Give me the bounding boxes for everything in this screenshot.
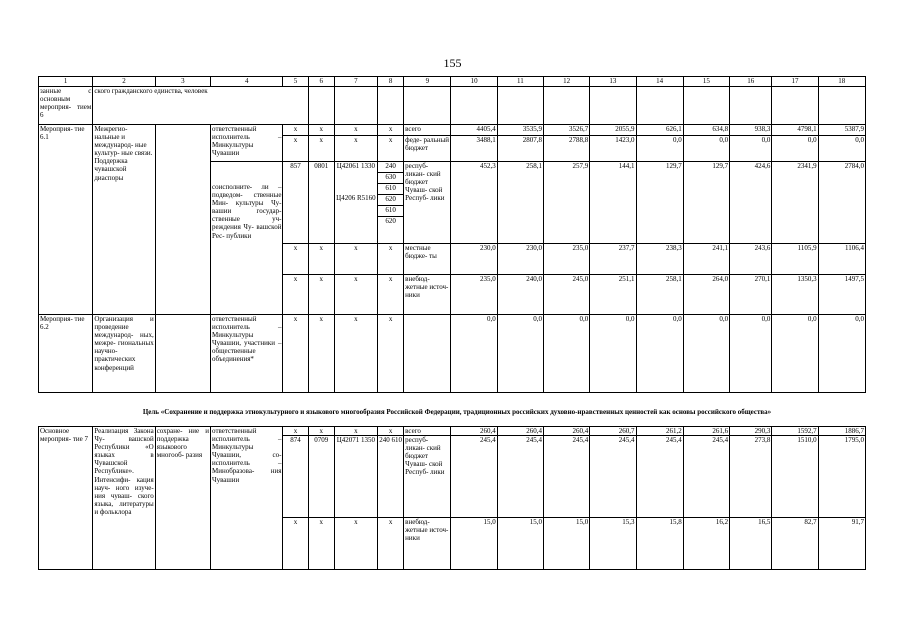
cell-value: 241,1 bbox=[683, 244, 729, 275]
cell-value: 0,0 bbox=[543, 315, 589, 393]
cell-continuation: занные с основным мероприя- тием 6 bbox=[39, 87, 93, 125]
cell-value: 16,2 bbox=[683, 518, 729, 570]
page-number: 155 bbox=[443, 56, 462, 70]
cell-value: 245,4 bbox=[683, 436, 729, 518]
funding-source: местные бюдже- ты bbox=[404, 244, 451, 275]
cell-value: 15,0 bbox=[497, 518, 543, 570]
cell-code: x bbox=[283, 315, 308, 393]
cell-value: 424,6 bbox=[730, 162, 772, 244]
co-executors: соисполните- ли – подведом- ственные Мин- культуры Чу- вашии государ- ственные уч- реждения Чу- вашской Рес- публики bbox=[211, 162, 283, 315]
cell-value: 0,0 bbox=[451, 315, 497, 393]
cell-value: 1105,9 bbox=[772, 244, 818, 275]
cell-value: 245,0 bbox=[543, 275, 589, 315]
cell-code: 620 bbox=[378, 195, 403, 206]
cell-code: x bbox=[283, 244, 308, 275]
column-number: 5 bbox=[283, 77, 308, 87]
cell-value: 3526,7 bbox=[543, 125, 589, 136]
cell-value: 245,4 bbox=[636, 436, 683, 518]
cell-value: 129,7 bbox=[636, 162, 683, 244]
funding-source: внебюд- жетные источ- ники bbox=[404, 275, 451, 315]
cell-value: 0,0 bbox=[772, 315, 818, 393]
cell-value: 260,7 bbox=[590, 427, 636, 436]
funding-source: внебюд- жетные источ- ники bbox=[404, 518, 451, 570]
cell-code: x bbox=[334, 136, 377, 162]
column-number: 12 bbox=[543, 77, 589, 87]
column-number: 1 bbox=[39, 77, 93, 87]
cell-code: x bbox=[283, 136, 308, 162]
cell-code: x bbox=[378, 518, 404, 570]
cell-value: 15,0 bbox=[543, 518, 589, 570]
cell-code: 630 bbox=[378, 173, 403, 184]
cell-code: x bbox=[283, 427, 308, 436]
cell-value: 0,0 bbox=[818, 315, 865, 393]
cell-code: x bbox=[283, 125, 308, 136]
cell-value: 0,0 bbox=[730, 136, 772, 162]
table-row bbox=[39, 87, 866, 125]
cell-value: 15,8 bbox=[636, 518, 683, 570]
cell-value: 15,0 bbox=[451, 518, 497, 570]
cell-code: x bbox=[378, 125, 404, 136]
column-number: 18 bbox=[818, 77, 865, 87]
cell-value: 290,3 bbox=[730, 427, 772, 436]
goal-heading: Цель «Сохранение и поддержка этнокультурного и языкового многообразия Российской Федерации, традиционных российских духовно-нравственных ценностей как основы российского общества» bbox=[142, 408, 772, 416]
cell-value: 270,1 bbox=[730, 275, 772, 315]
cell-value: 261,6 bbox=[683, 427, 729, 436]
cell-value: 260,4 bbox=[497, 427, 543, 436]
cell-value: 0,0 bbox=[636, 136, 683, 162]
cell-value: 230,0 bbox=[497, 244, 543, 275]
funding-source: всего bbox=[404, 427, 451, 436]
cell-code: 610 bbox=[378, 184, 403, 195]
program-table bbox=[38, 76, 866, 393]
cell-value: 3535,9 bbox=[497, 125, 543, 136]
measure-title: Мероприя- тие 6.2 bbox=[39, 315, 93, 393]
cell-code: x bbox=[378, 136, 404, 162]
cell-code: x bbox=[308, 315, 334, 393]
responsible-executor: ответственный исполнитель – Минкультуры Чувашии, со- исполнитель – Минобразова- ния Чувашии bbox=[211, 427, 283, 570]
cell-value: 626,1 bbox=[636, 125, 683, 136]
column-number: 9 bbox=[404, 77, 451, 87]
table-row bbox=[39, 315, 866, 393]
cell-value: 938,3 bbox=[730, 125, 772, 136]
responsible-executor: ответственный исполнитель – Минкультуры Чувашии bbox=[211, 125, 283, 162]
column-number: 14 bbox=[636, 77, 683, 87]
cell-value: 0,0 bbox=[730, 315, 772, 393]
responsible-executor: ответственный исполнитель – Минкультуры Чувашии, участники – общественные объединения* bbox=[211, 315, 283, 393]
cell-code: 0801 bbox=[308, 162, 334, 244]
cell-value: 452,3 bbox=[451, 162, 497, 244]
column-number: 2 bbox=[93, 77, 155, 87]
cell-code: x bbox=[378, 244, 404, 275]
cell-code: x bbox=[308, 136, 334, 162]
funding-source: всего bbox=[404, 125, 451, 136]
cell-value: 260,4 bbox=[543, 427, 589, 436]
cell-value: 245,4 bbox=[543, 436, 589, 518]
cell-value: 235,0 bbox=[543, 244, 589, 275]
cell-value: 240,0 bbox=[497, 275, 543, 315]
cell-value: 258,1 bbox=[636, 275, 683, 315]
column-number: 15 bbox=[683, 77, 729, 87]
cell-code: x bbox=[334, 275, 377, 315]
table-row bbox=[39, 125, 866, 136]
cell-code: x bbox=[378, 427, 404, 436]
cell-value: 1423,0 bbox=[590, 136, 636, 162]
program-table-continued bbox=[38, 426, 866, 570]
cell-code: x bbox=[334, 125, 377, 136]
cell-code: 620 bbox=[385, 217, 396, 225]
cell-code: Ц42061 1330 bbox=[336, 162, 376, 170]
cell-code: 240 bbox=[378, 162, 403, 173]
cell-code: x bbox=[308, 275, 334, 315]
cell-code: 610 bbox=[378, 206, 403, 217]
funding-source: респуб- ликан- ский бюджет Чуваш- ской Респуб- лики bbox=[404, 436, 451, 518]
cell-code: x bbox=[378, 275, 404, 315]
column-numbers-row bbox=[39, 77, 866, 87]
cell-code: x bbox=[334, 315, 377, 393]
cell-value: 257,9 bbox=[543, 162, 589, 244]
measure-name: Реализация Закона Чу- вашской Республики «О языках в Чувашской Республике». Интенсифи- кация науч- ного изуче- ния чуваш- ского языка, литературы и фольклора bbox=[93, 427, 155, 570]
measure-name: Межрегио- нальные и международ- ные культур- ные связи. Поддержка чувашской диаспоры bbox=[93, 125, 155, 315]
cell-value: 235,0 bbox=[451, 275, 497, 315]
cell-value: 91,7 bbox=[818, 518, 865, 570]
funding-source bbox=[404, 315, 451, 393]
cell-value: 261,2 bbox=[636, 427, 683, 436]
cell-value: 1350,3 bbox=[772, 275, 818, 315]
cell-code: Ц42071 1350 bbox=[334, 436, 377, 518]
cell-value: 258,1 bbox=[497, 162, 543, 244]
measure-title: Мероприя- тие 6.1 bbox=[39, 125, 93, 315]
column-number: 6 bbox=[308, 77, 334, 87]
funding-source: респуб- ликан- ский бюджет Чуваш- ской Респуб- лики bbox=[404, 162, 451, 244]
cell-value: 82,7 bbox=[772, 518, 818, 570]
cell-value: 129,7 bbox=[683, 162, 729, 244]
column-number: 7 bbox=[334, 77, 377, 87]
measure-title: Основное мероприя- тие 7 bbox=[39, 427, 93, 570]
cell-value: 2055,9 bbox=[590, 125, 636, 136]
cell-value: 1886,7 bbox=[818, 427, 865, 436]
cell-code: 0709 bbox=[308, 436, 334, 518]
cell-value: 1795,0 bbox=[818, 436, 865, 518]
cell-value: 2784,0 bbox=[818, 162, 865, 244]
column-number: 3 bbox=[155, 77, 210, 87]
cell-value: 238,3 bbox=[636, 244, 683, 275]
measure-goal: сохране- ние и поддержка языкового многооб- разия bbox=[155, 427, 210, 570]
cell-value: 2341,9 bbox=[772, 162, 818, 244]
cell-value: 0,0 bbox=[497, 315, 543, 393]
cell-value: 273,8 bbox=[730, 436, 772, 518]
cell-code: x bbox=[308, 244, 334, 275]
cell-value: 15,3 bbox=[590, 518, 636, 570]
cell-value: 1592,7 bbox=[772, 427, 818, 436]
cell-value: 0,0 bbox=[636, 315, 683, 393]
cell-value: 634,8 bbox=[683, 125, 729, 136]
cell-code: x bbox=[308, 427, 334, 436]
cell-code: x bbox=[334, 427, 377, 436]
column-number: 11 bbox=[497, 77, 543, 87]
cell-value: 1106,4 bbox=[818, 244, 865, 275]
cell-value: 0,0 bbox=[683, 315, 729, 393]
cell-code: 857 bbox=[283, 162, 308, 244]
cell-value: 245,4 bbox=[497, 436, 543, 518]
cell-code: x bbox=[283, 518, 308, 570]
cell-value: 264,0 bbox=[683, 275, 729, 315]
cell-value: 3488,1 bbox=[451, 136, 497, 162]
cell-value: 0,0 bbox=[772, 136, 818, 162]
cell-value: 2788,8 bbox=[543, 136, 589, 162]
cell-value: 260,4 bbox=[451, 427, 497, 436]
cell-code: Ц4206 R5160 bbox=[336, 194, 376, 203]
cell-code: x bbox=[283, 275, 308, 315]
cell-value: 0,0 bbox=[818, 136, 865, 162]
cell-value: 5387,9 bbox=[818, 125, 865, 136]
cell-value: 230,0 bbox=[451, 244, 497, 275]
column-number: 10 bbox=[451, 77, 497, 87]
column-number: 16 bbox=[730, 77, 772, 87]
cell-code: x bbox=[334, 518, 377, 570]
cell-code: 240 610 bbox=[378, 436, 404, 518]
funding-source: феде- ральный бюджет bbox=[404, 136, 451, 162]
column-number: 13 bbox=[590, 77, 636, 87]
cell-value: 245,4 bbox=[451, 436, 497, 518]
column-number: 17 bbox=[772, 77, 818, 87]
cell-code: x bbox=[334, 244, 377, 275]
cell-value: 16,5 bbox=[730, 518, 772, 570]
cell-code: x bbox=[308, 518, 334, 570]
measure-name: Организация и проведение международ- ных, межре- гиональных научно- практических конференций bbox=[93, 315, 155, 393]
cell-value: 1497,5 bbox=[818, 275, 865, 315]
cell-value: 144,1 bbox=[590, 162, 636, 244]
cell-continuation-indicator: ского гражданского единства, человек bbox=[93, 87, 308, 125]
cell-value: 0,0 bbox=[590, 315, 636, 393]
cell-value: 237,7 bbox=[590, 244, 636, 275]
cell-value: 245,4 bbox=[590, 436, 636, 518]
cell-code: 874 bbox=[283, 436, 308, 518]
cell-value: 2807,8 bbox=[497, 136, 543, 162]
cell-value: 251,1 bbox=[590, 275, 636, 315]
cell-value: 4798,1 bbox=[772, 125, 818, 136]
table-row bbox=[39, 427, 866, 436]
column-number: 4 bbox=[211, 77, 283, 87]
cell-value: 4405,4 bbox=[451, 125, 497, 136]
cell-value: 0,0 bbox=[683, 136, 729, 162]
column-number: 8 bbox=[378, 77, 404, 87]
cell-value: 1510,0 bbox=[772, 436, 818, 518]
cell-value: 243,6 bbox=[730, 244, 772, 275]
cell-code: x bbox=[378, 315, 404, 393]
cell-code: x bbox=[308, 125, 334, 136]
